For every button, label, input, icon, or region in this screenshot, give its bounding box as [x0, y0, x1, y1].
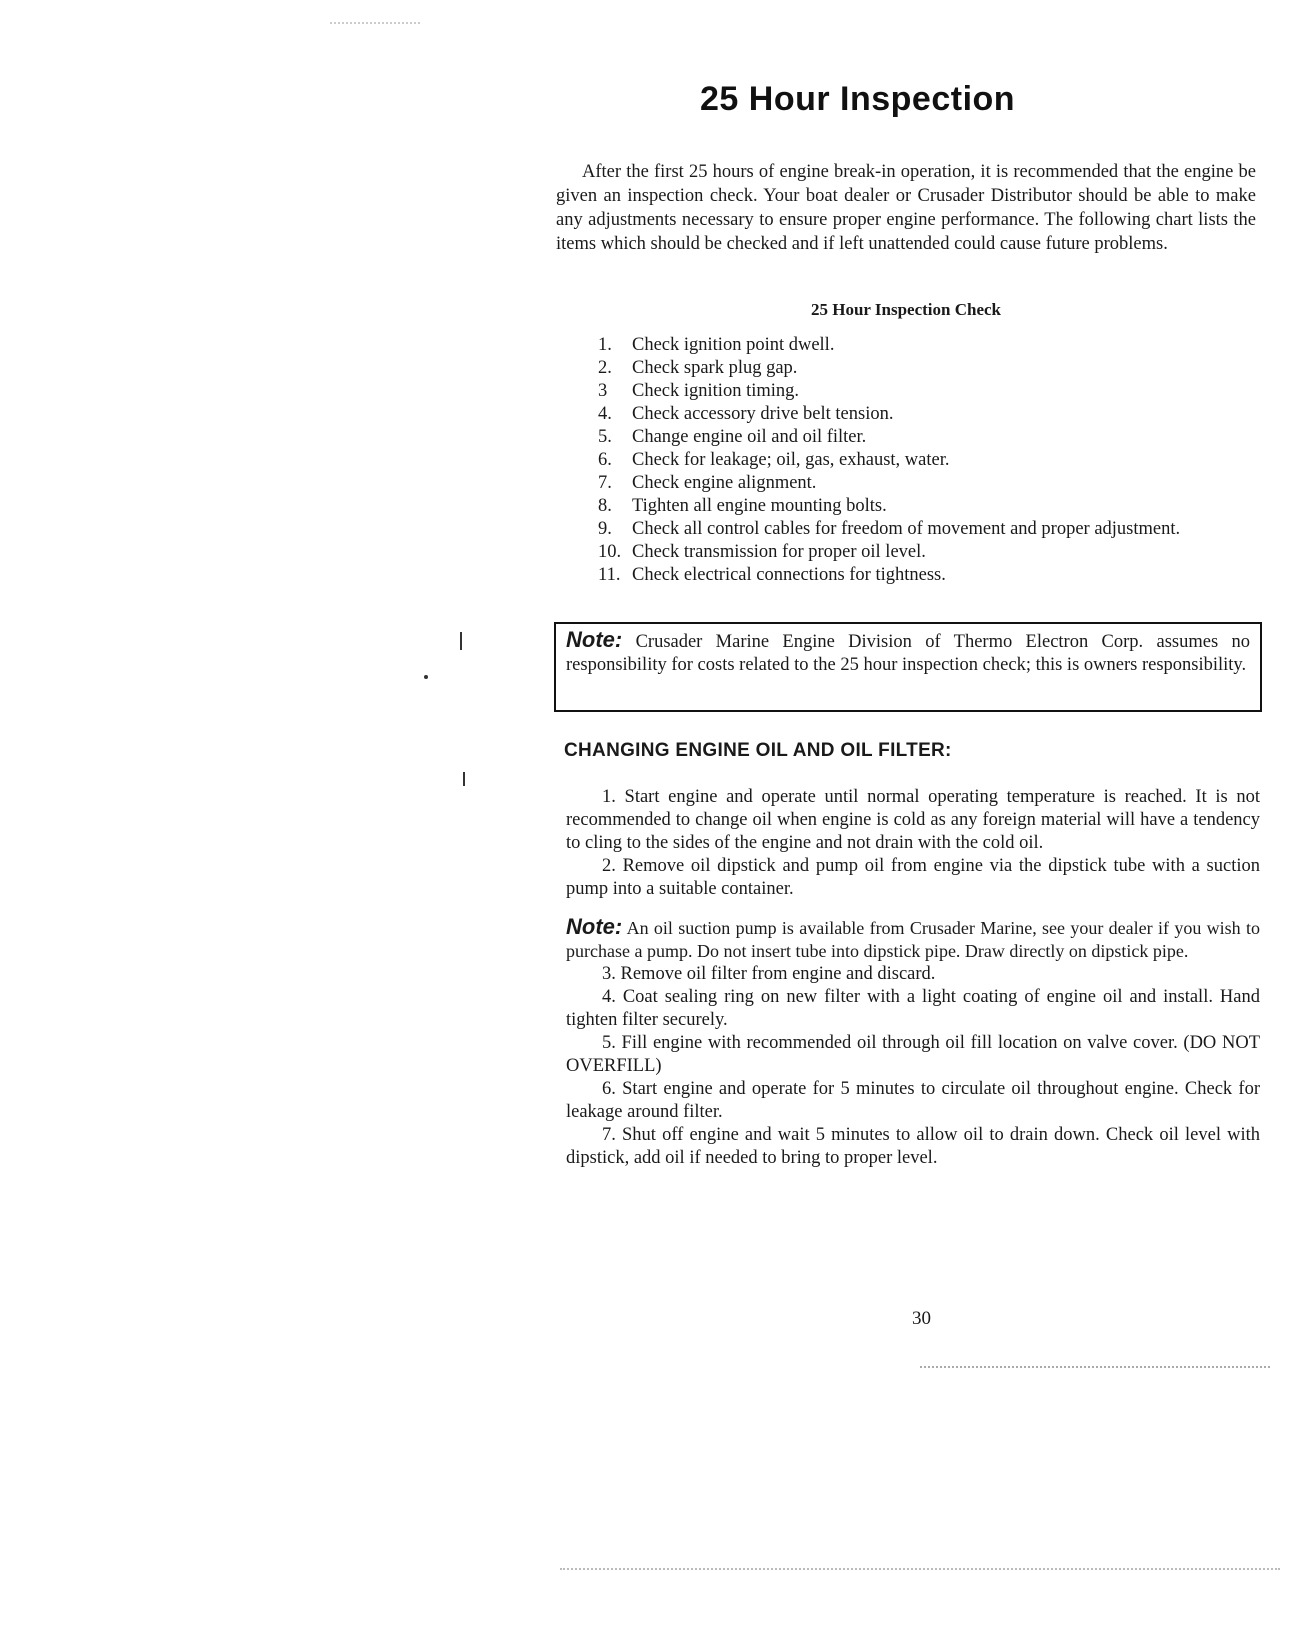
item-text: Check electrical connections for tightness. [632, 565, 946, 585]
scan-dots [920, 1366, 1270, 1368]
section-heading: CHANGING ENGINE OIL AND OIL FILTER: [564, 740, 952, 761]
list-item [598, 334, 1238, 357]
item-number: 2. [598, 358, 612, 378]
list-item [598, 564, 1238, 587]
item-text: Check engine alignment. [632, 473, 817, 493]
step-paragraph: 5. Fill engine with recommended oil through oil fill location on valve cover. (DO NOT OVERFILL) [566, 1033, 1260, 1076]
item-text: Check spark plug gap. [632, 358, 798, 378]
item-text: Check ignition point dwell. [632, 335, 835, 355]
step-paragraph: 4. Coat sealing ring on new filter with a light coating of engine oil and install. Hand tighten filter securely. [566, 987, 1260, 1030]
item-text: Check accessory drive belt tension. [632, 404, 894, 424]
item-number: 3 [598, 381, 608, 401]
item-number: 4. [598, 404, 612, 424]
scan-dots [560, 1568, 1280, 1570]
scan-dots [330, 22, 420, 24]
item-number: 10. [598, 542, 622, 562]
item-number: 6. [598, 450, 612, 470]
scan-mark [463, 772, 465, 786]
list-item [598, 541, 1238, 564]
item-number: 9. [598, 519, 612, 539]
note-label: Note: [566, 627, 623, 652]
list-item [598, 380, 1238, 403]
page-title: 25 Hour Inspection [700, 80, 1016, 118]
list-item [598, 403, 1238, 426]
item-text: Check ignition timing. [632, 381, 800, 401]
step-paragraph: 3. Remove oil filter from engine and discard. [602, 964, 936, 984]
note-label: Note: [566, 914, 623, 939]
responsibility-note-box [554, 622, 1262, 712]
list-item [598, 495, 1238, 518]
item-number: 5. [598, 427, 612, 447]
list-item [598, 518, 1238, 541]
step-paragraph: 1. Start engine and operate until normal operating temperature is reached. It is not recommended to change oil when engine is cold as any foreign material will have a tendency to cling to the sides of the engine and not drain with the cold oil. [566, 787, 1260, 853]
item-number: 1. [598, 335, 612, 355]
step-paragraph: 7. Shut off engine and wait 5 minutes to allow oil to drain down. Check oil level with dipstick, add oil if needed to bring to proper level. [566, 1125, 1260, 1168]
oil-change-steps [566, 786, 1260, 1170]
scan-mark [460, 632, 462, 650]
scan-mark [424, 675, 428, 679]
inspection-checklist [598, 334, 1238, 587]
intro-paragraph: After the first 25 hours of engine break-in operation, it is recommended that the engine be given an inspection check. Your boat dealer or Crusader Distributor should be able to make any adjustments necessary to ensure proper engine performance. The following chart lists the items which should be checked and if left unattended could cause future problems. [556, 162, 1256, 254]
oil-pump-note [566, 915, 1260, 963]
list-item [598, 472, 1238, 495]
item-text: Tighten all engine mounting bolts. [632, 496, 887, 516]
item-number: 7. [598, 473, 612, 493]
item-text: Check all control cables for freedom of movement and proper adjustment. [632, 519, 1181, 539]
note-text: Crusader Marine Engine Division of Thermo Electron Corp. assumes no responsibility for costs related to the 25 hour inspection check; this is owners responsibility. [566, 632, 1250, 675]
list-item [598, 449, 1238, 472]
note-text: An oil suction pump is available from Crusader Marine, see your dealer if you wish to purchase a pump. Do not insert tube into dipstick pipe. Draw directly on dipstick pipe. [566, 918, 1260, 961]
item-number: 11. [598, 565, 621, 585]
item-number: 8. [598, 496, 612, 516]
checklist-heading: 25 Hour Inspection Check [810, 300, 1001, 319]
item-text: Check for leakage; oil, gas, exhaust, water. [632, 450, 950, 470]
item-text: Check transmission for proper oil level. [632, 542, 926, 562]
step-paragraph: 2. Remove oil dipstick and pump oil from engine via the dipstick tube with a suction pump into a suitable container. [566, 856, 1260, 899]
list-item [598, 357, 1238, 380]
item-text: Change engine oil and oil filter. [632, 427, 867, 447]
page-number: 30 [912, 1308, 931, 1329]
step-paragraph: 6. Start engine and operate for 5 minutes to circulate oil throughout engine. Check for leakage around filter. [566, 1079, 1260, 1122]
list-item [598, 426, 1238, 449]
